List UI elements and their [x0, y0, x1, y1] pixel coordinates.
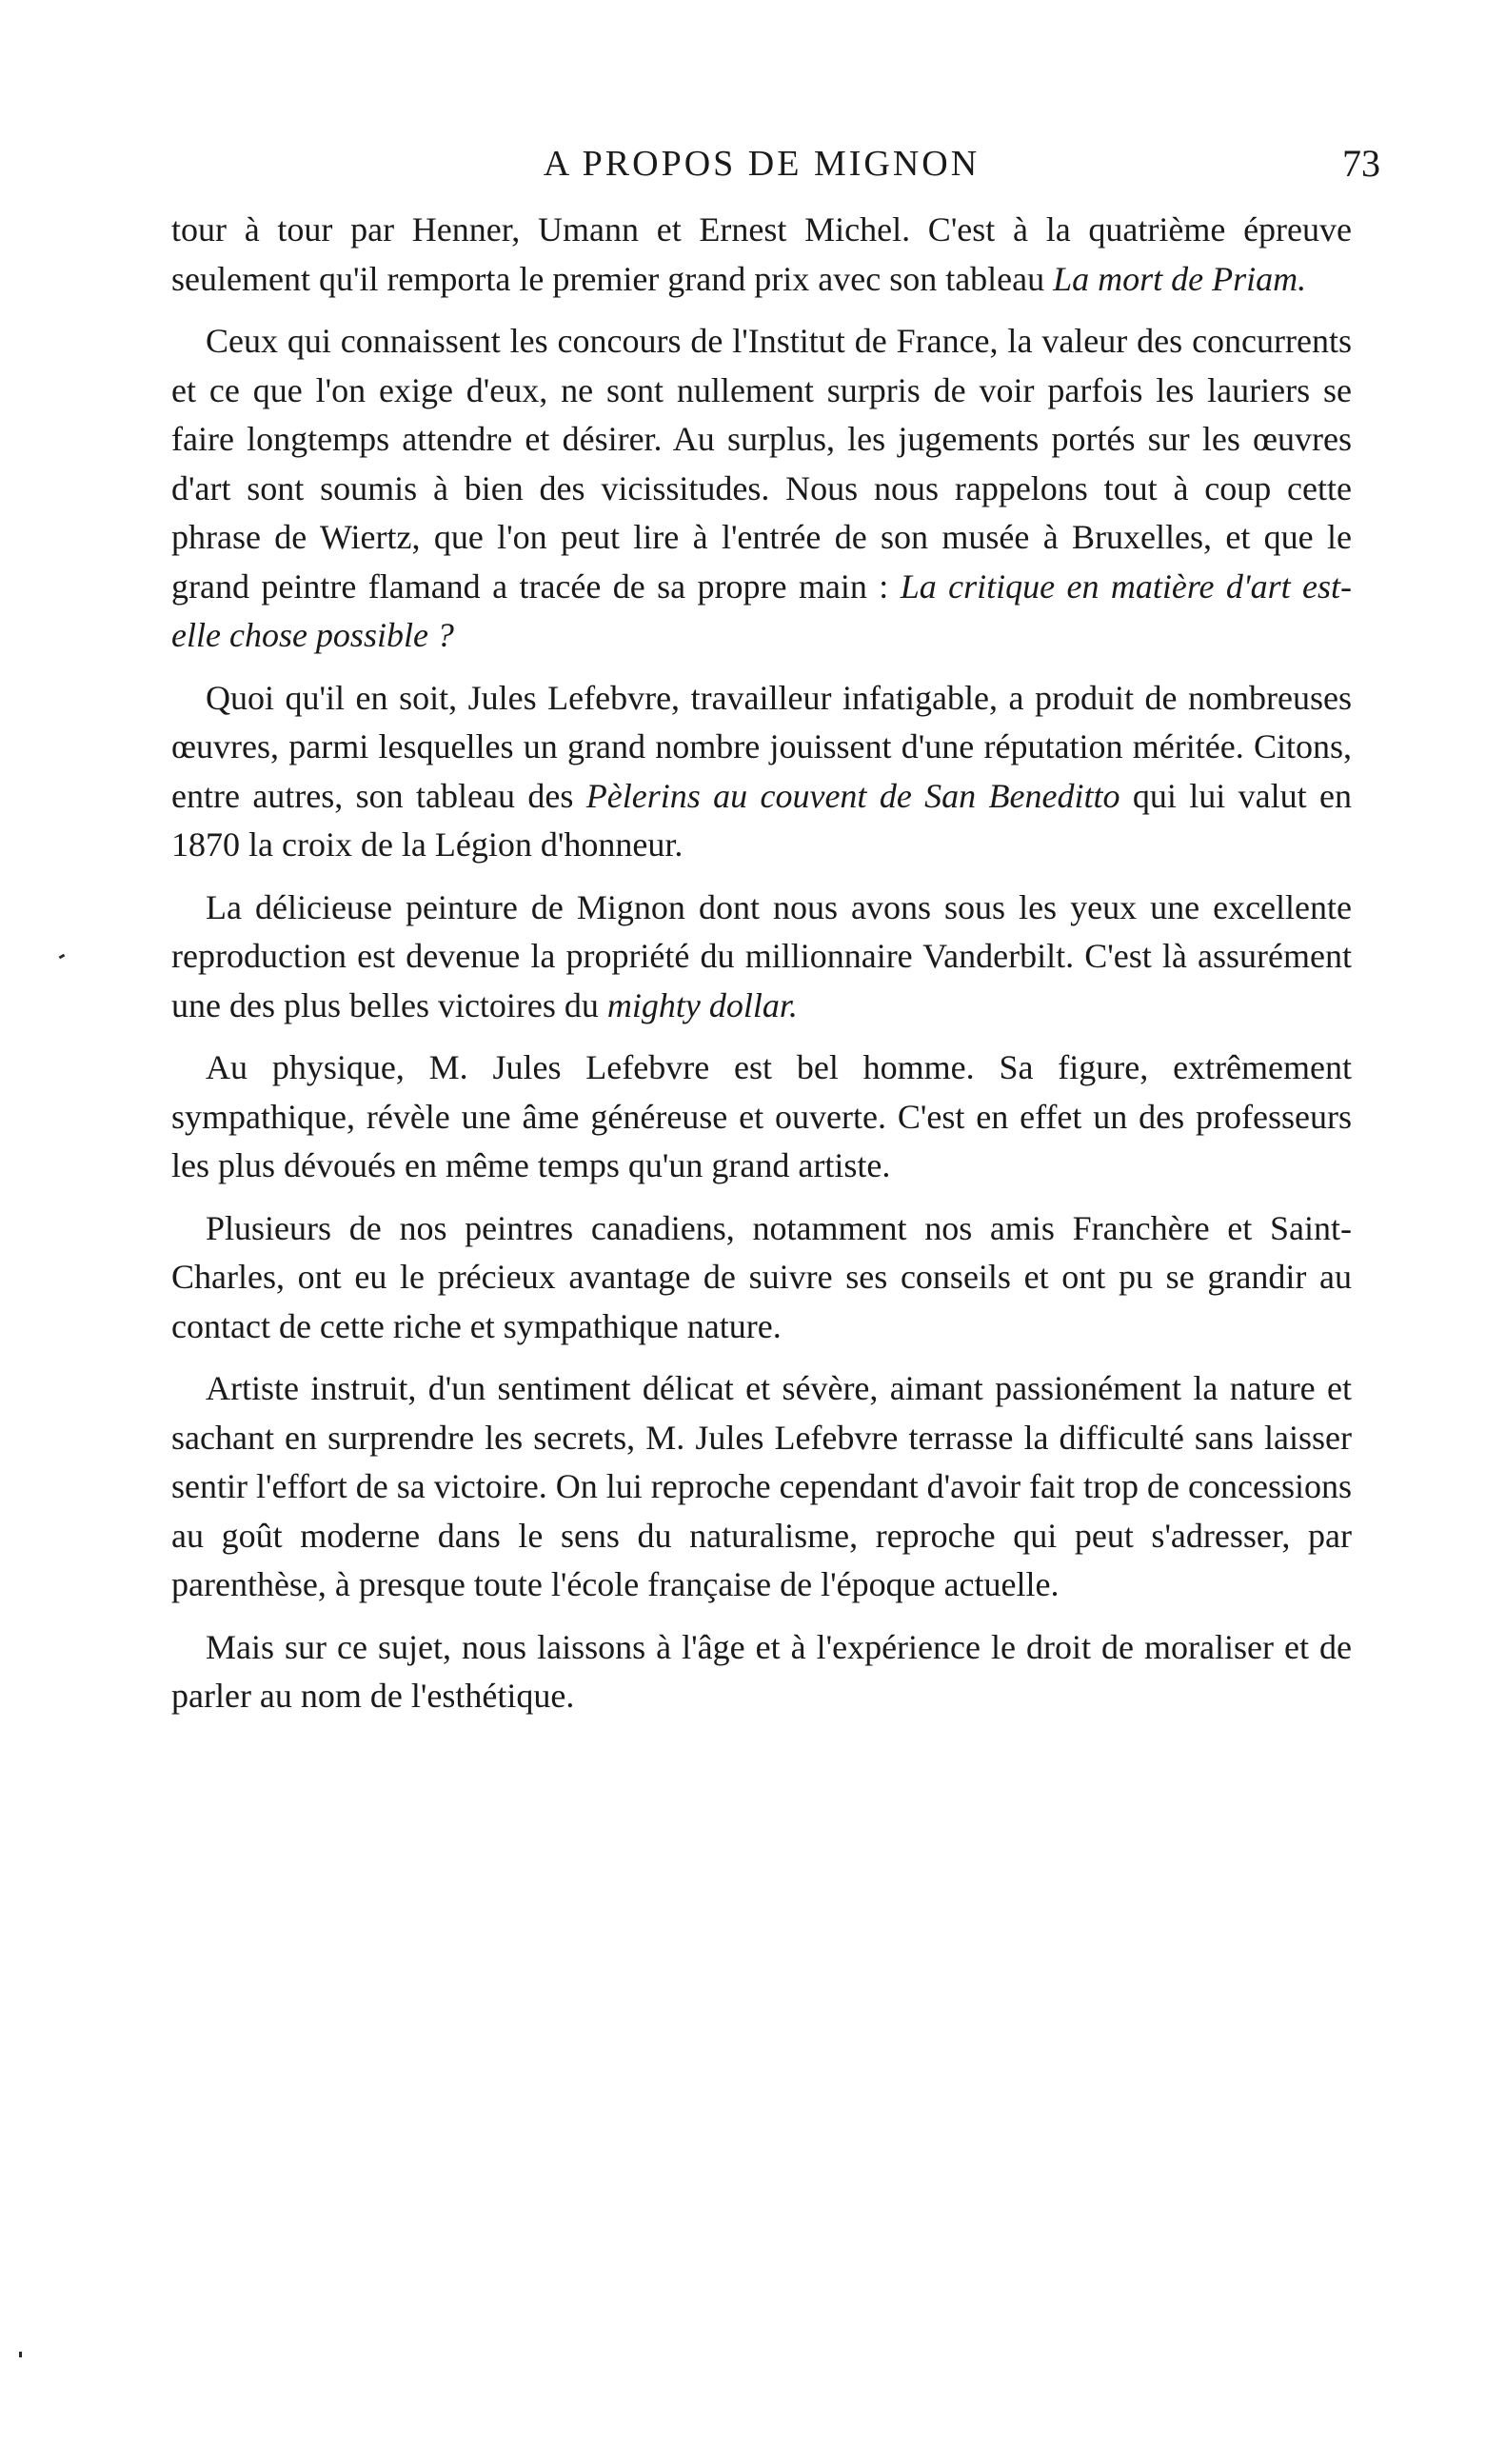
- paragraph-text: Plusieurs de nos peintres canadiens, notamment nos amis Franchère et Saint-Charles, ont eu le précieux avantage de suivre ses conseils et ont pu se grandir au contact de cette riche et sympathique nature.: [171, 1208, 1352, 1345]
- paragraph-text: qui lui valut en 1870 la croix de la Légion d'honneur.: [171, 776, 1353, 864]
- italic-text: La mort de Priam.: [1053, 259, 1307, 298]
- paragraph-text: Ceux qui connaissent les concours de l'Institut de France, la valeur des concurrents et ce que l'on exige d'eux, ne sont nullement surpris de voir parfois les lauriers se faire longtemps attendre et désirer. Au surplus, les jugements portés sur les œuvres d'art sont soumis à bien des vicissitudes. Nous nous rappelons tout à coup cette phrase de Wiertz, que l'on peut lire à l'entrée de son musée à Bruxelles, et que le grand peintre flamand a tracée de sa propre main :: [171, 322, 1352, 606]
- paragraph-text: Mais sur ce sujet, nous laissons à l'âge et à l'expérience le droit de moraliser et de parler au nom de l'esthétique.: [171, 1627, 1352, 1715]
- italic-text: Pèlerins au couvent de San Beneditto: [585, 776, 1120, 815]
- paragraph: [171, 1043, 1352, 1191]
- margin-mark: [59, 954, 66, 960]
- paragraph: [171, 674, 1352, 870]
- paragraph: [171, 1623, 1352, 1721]
- page-number: 73: [1342, 142, 1380, 185]
- paragraph-text: tour à tour par Henner, Umann et Ernest Michel. C'est à la quatrième épreuve seulement qu'il remporta le premier grand prix avec son tableau: [171, 210, 1352, 298]
- paragraph-text: Quoi qu'il en soit, Jules Lefebvre, travailleur infatigable, a produit de nombreuses œuvres, parmi lesquelles un grand nombre jouissent d'une réputation méritée. Citons, entre autres, son tableau des: [171, 678, 1352, 815]
- paragraph: [171, 1204, 1352, 1352]
- italic-text: mighty dollar.: [606, 985, 798, 1024]
- body-text: [171, 206, 1352, 1721]
- stray-mark: [19, 2352, 22, 2357]
- paragraph-text: La délicieuse peinture de Mignon dont nous avons sous les yeux une excellente reproduction est devenue la propriété du millionnaire Vanderbilt. C'est là assurément une des plus belles victoires du: [171, 887, 1352, 1024]
- paragraph-text: Au physique, M. Jules Lefebvre est bel homme. Sa figure, extrêmement sympathique, révèle une âme généreuse et ouverte. C'est en effet un des professeurs les plus dévoués en même temps qu'un grand artiste.: [171, 1048, 1352, 1184]
- paragraph: [171, 317, 1352, 661]
- running-header: [171, 133, 1380, 200]
- paragraph: [171, 206, 1352, 304]
- italic-text: La critique en matière d'art est-elle chose possible ?: [171, 566, 1352, 654]
- paragraph: [171, 884, 1352, 1031]
- paragraph: [171, 1364, 1352, 1610]
- running-title: A PROPOS DE MIGNON: [543, 144, 981, 184]
- book-page: [171, 133, 1380, 1735]
- paragraph-text: Artiste instruit, d'un sentiment délicat et sévère, aimant passionément la nature et sachant en surprendre les secrets, M. Jules Lefebvre terrasse la difficulté sans laisser sentir l'effort de sa victoire. On lui reproche cependant d'avoir fait trop de concessions au goût moderne dans le sens du naturalisme, reproche qui peut s'adresser, par parenthèse, à presque toute l'école française de l'époque actuelle.: [171, 1369, 1352, 1603]
